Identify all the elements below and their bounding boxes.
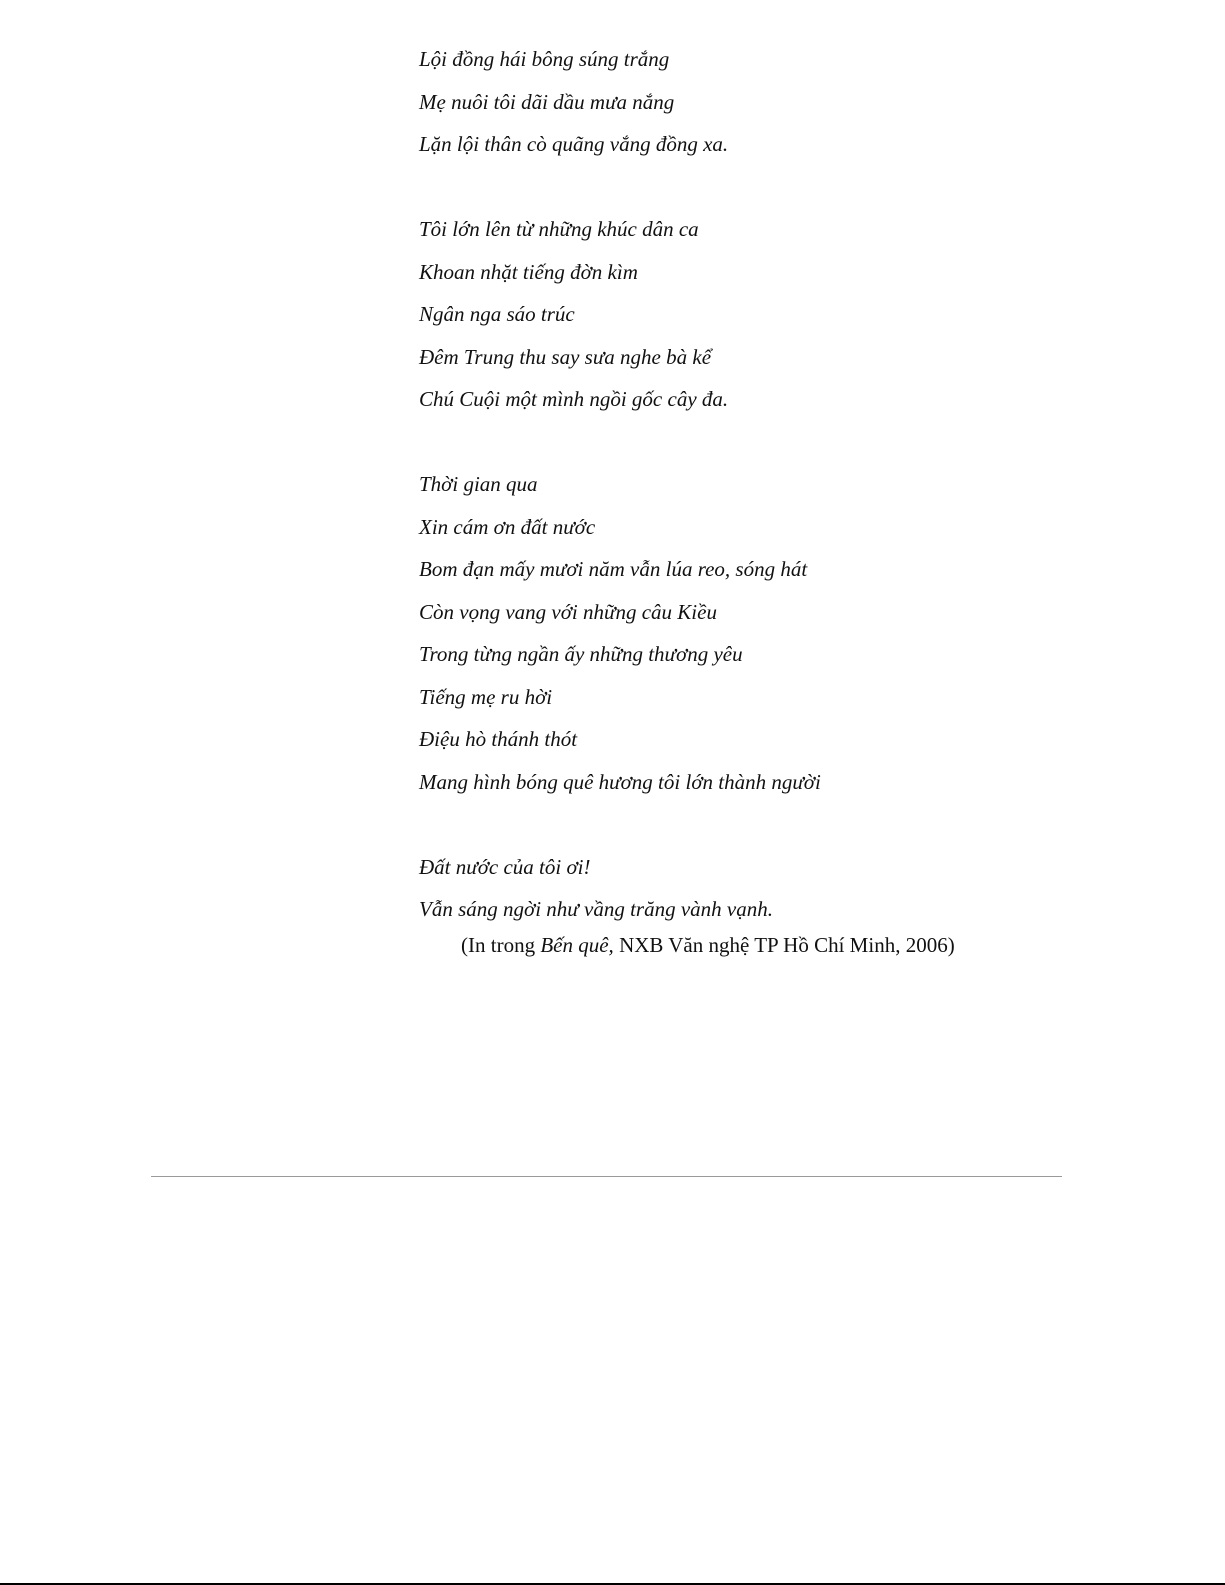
poem-stanza (419, 846, 821, 931)
poem-line: Vẫn sáng ngời như vầng trăng vành vạnh. (419, 897, 773, 921)
poem-line: Thời gian qua (419, 472, 538, 496)
source-suffix: NXB Văn nghệ TP Hồ Chí Minh, 2006) (613, 933, 955, 957)
poem-line: Lội đồng hái bông súng trắng (419, 47, 670, 71)
poem-line: Ngân nga sáo trúc (419, 302, 575, 326)
poem-line: Khoan nhặt tiếng đờn kìm (419, 259, 638, 284)
poem-stanza (419, 38, 821, 166)
poem-line: Mẹ nuôi tôi dãi dầu mưa nắng (419, 89, 675, 114)
poem-line: Đêm Trung thu say sưa nghe bà kể (419, 344, 712, 369)
poem-line: Trong từng ngần ấy những thương yêu (419, 642, 743, 666)
source-citation (461, 924, 955, 966)
poem-stanza (419, 208, 821, 421)
poem-line: Chú Cuội một mình ngồi gốc cây đa. (419, 387, 729, 411)
poem-line: Điệu hò thánh thót (419, 727, 578, 751)
poem-line: Còn vọng vang với những câu Kiều (419, 599, 717, 624)
source-prefix: (In trong (461, 933, 541, 957)
poem-line: Xin cám ơn đất nước (419, 514, 596, 539)
poem-line: Lặn lội thân cò quãng vắng đồng xa. (419, 132, 729, 156)
poem-line: Tôi lớn lên từ những khúc dân ca (419, 217, 699, 241)
poem-stanza (419, 463, 821, 803)
footer-divider (151, 1176, 1062, 1177)
poem-line: Tiếng mẹ ru hời (419, 684, 553, 709)
poem-line: Mang hình bóng quê hương tôi lớn thành người (419, 769, 821, 794)
poem-line: Đất nước của tôi ơi! (419, 854, 591, 879)
poem-line: Bom đạn mấy mươi năm vẫn lúa reo, sóng hát (419, 557, 808, 581)
poem-body (419, 38, 821, 931)
source-work-title: Bến quê, (540, 933, 614, 957)
